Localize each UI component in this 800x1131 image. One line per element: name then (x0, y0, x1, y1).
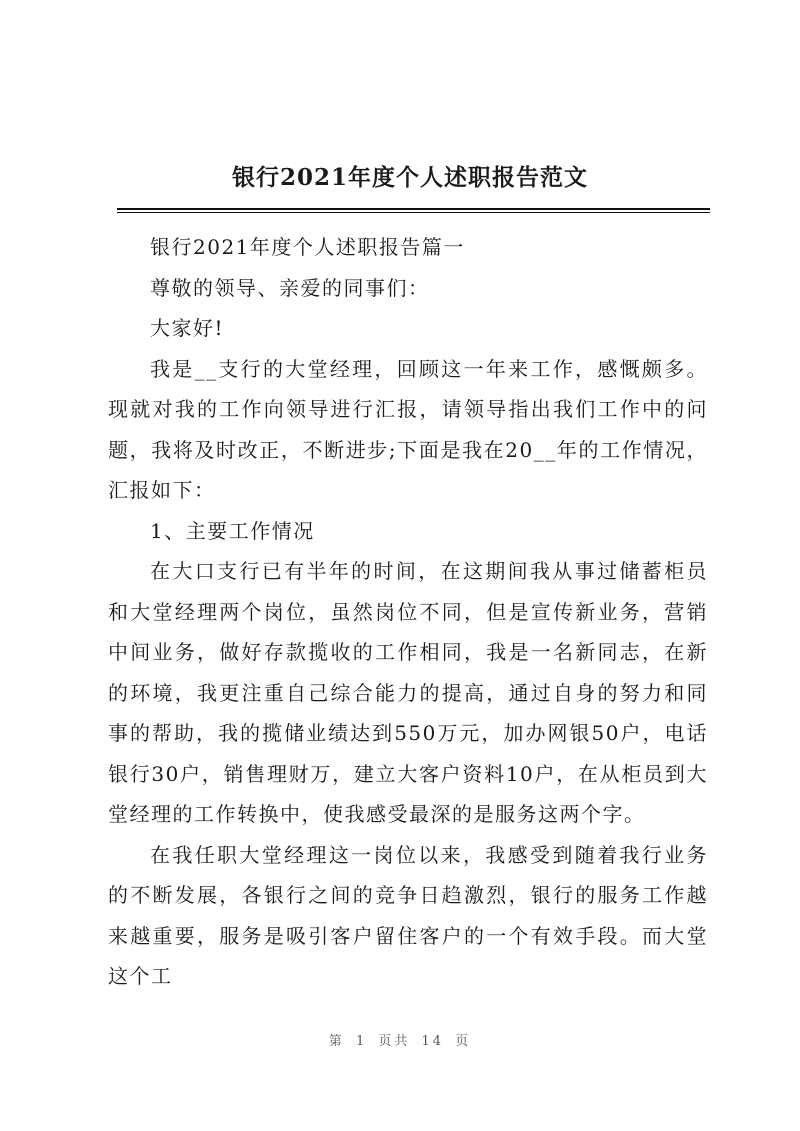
subsection-heading: 1、主要工作情况 (150, 518, 315, 543)
page-footer (0, 1030, 800, 1049)
paragraph: 在大口支行已有半年的时间，在这期间我从事过储蓄柜员和大堂经理两个岗位，虽然岗位不同，但是宣传新业务，营销中间业务，做好存款揽收的工作相同，我是一名新同志，在新的环境，我更注重自己综合能力的提高，通过自身的努力和同事的帮助，我的揽储业绩达到550万元，加办网银50户，电话银行30户，销售理财万，建立大客户资料10户，在从柜员到大堂经理的工作转换中，使我感受最深的是服务这两个字。 (108, 559, 708, 826)
greeting: 大家好! (150, 316, 225, 340)
footer-current-page: 1 (355, 1034, 368, 1049)
document-body (108, 227, 708, 997)
paragraph: 在我任职大堂经理这一岗位以来，我感受到随着我行业务的不断发展，各银行之间的竞争日趋激烈，银行的服务工作越来越重要，服务是吸引客户留住客户的一个有效手段。而大堂这个工 (108, 842, 708, 988)
footer-label-prefix: 第 (328, 1034, 345, 1049)
footer-total-pages: 14 (421, 1034, 445, 1049)
footer-label-middle: 页共 (378, 1034, 411, 1049)
document-title: 银行2021年度个人述职报告范文 (231, 164, 588, 191)
title-divider (117, 208, 710, 213)
footer-label-suffix: 页 (455, 1034, 472, 1049)
salutation: 尊敬的领导、亲爱的同事们： (150, 275, 430, 300)
paragraph: 我是__支行的大堂经理，回顾这一年来工作，感慨颇多。现就对我的工作向领导进行汇报，请领导指出我们工作中的问题，我将及时改正，不断进步;下面是我在20__年的工作情况，汇报如下： (108, 356, 708, 502)
section-heading: 银行2021年度个人述职报告篇一 (150, 235, 465, 259)
